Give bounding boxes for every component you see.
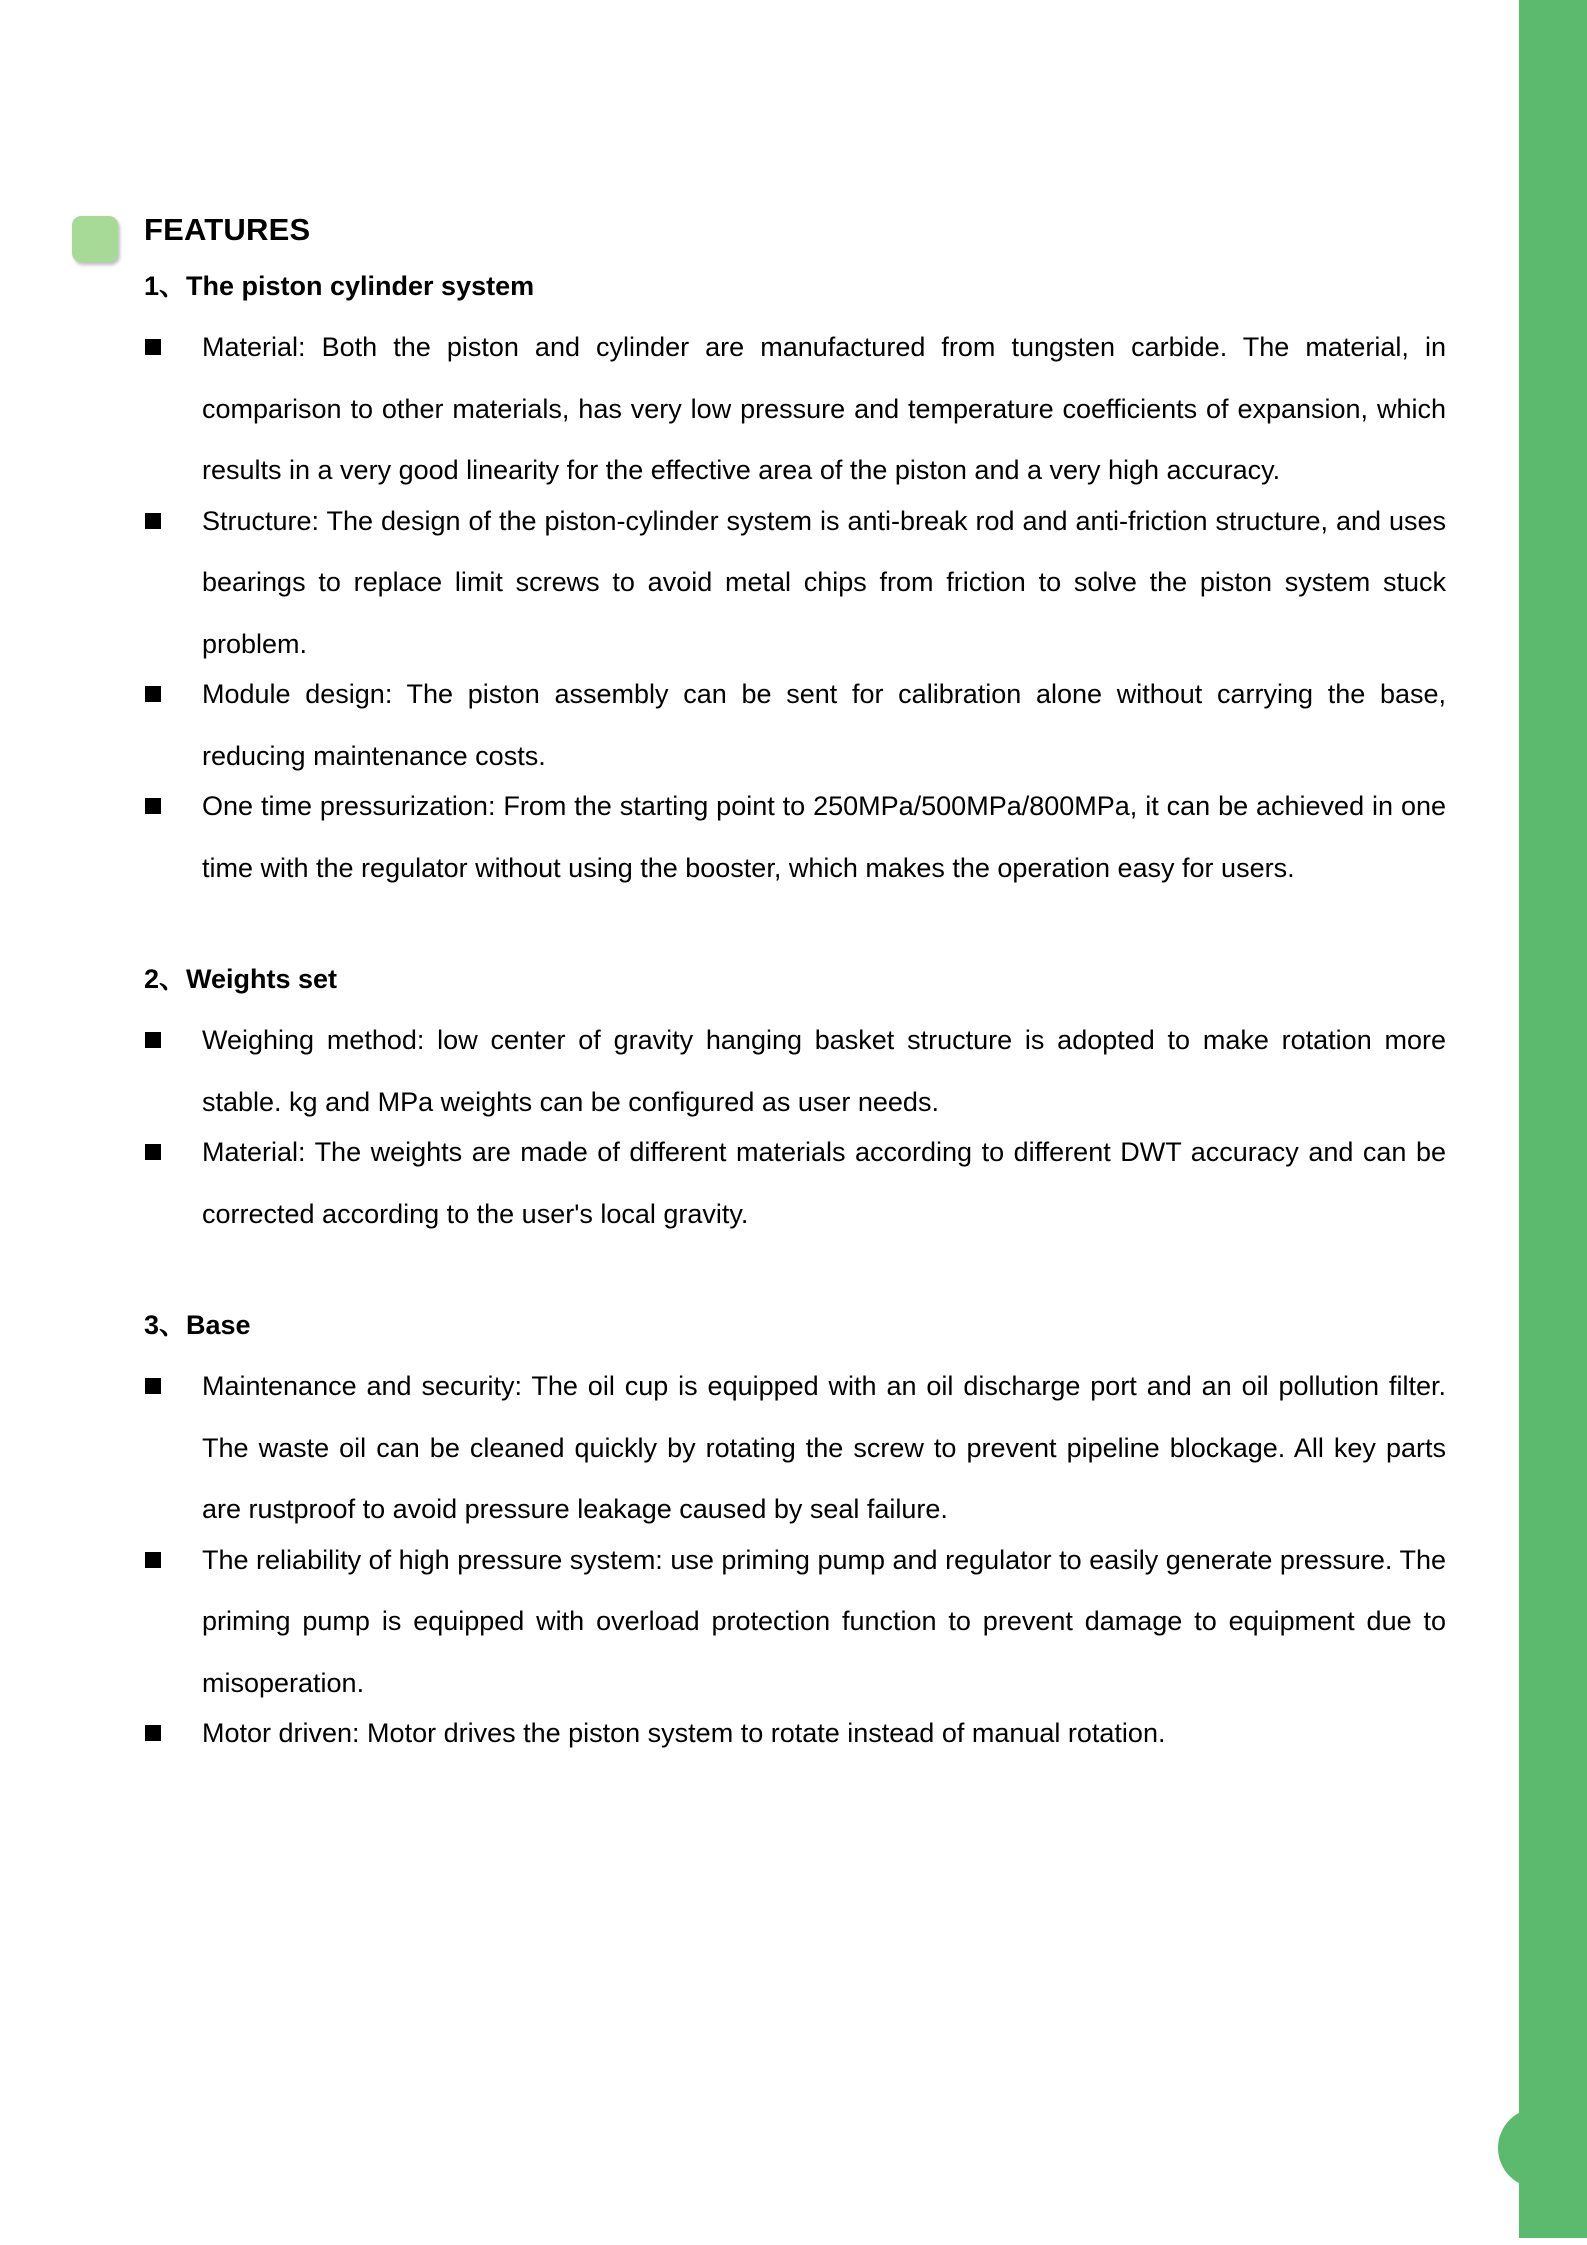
list-item [144,1122,1446,1245]
section-base [144,1305,1444,1765]
item-text: Material: The weights are made of different materials according to different DWT accuracy and can be corrected according to the user's local gravity. [202,1137,1446,1229]
features-heading: FEATURES [144,212,311,247]
list-item [144,776,1446,899]
square-bullet-icon [145,513,161,529]
item-text: The reliability of high pressure system: use priming pump and regulator to easily generate pressure. The priming pump is equipped with overload protection function to prevent damage to equipment due to misoperation. [202,1544,1446,1698]
item-text: Maintenance and security: The oil cup is equipped with an oil discharge port and an oil pollution filter. The waste oil can be cleaned quickly by rotating the screw to prevent pipeline blockage. All key parts are rustproof to avoid pressure leakage caused by seal failure. [202,1371,1446,1524]
item-text: Motor driven: Motor drives the piston system to rotate instead of manual rotation. [202,1718,1166,1748]
side-accent-bar [1519,0,1587,2245]
item-text: Structure: The design of the piston-cylinder system is anti-break rod and anti-friction structure, and uses bearings to replace limit screws to avoid metal chips from friction to solve the piston system stuck problem. [202,505,1446,659]
square-bullet-icon [145,339,161,355]
item-text: Weighing method: low center of gravity hanging basket structure is adopted to make rotation more stable. kg and MPa weights can be configured as user needs. [202,1025,1446,1117]
section-weights-set [144,959,1444,1245]
feature-list [144,317,1444,899]
list-item [144,664,1446,787]
list-item [144,317,1446,502]
square-bullet-icon [145,1552,161,1568]
list-item [144,1530,1446,1715]
square-bullet-icon [145,1032,161,1048]
square-bullet-icon [145,1378,161,1394]
list-item [144,491,1446,676]
square-bullet-icon [145,1144,161,1160]
feature-list [144,1010,1444,1245]
side-accent-tab [1498,2108,1578,2188]
section-title: 1、The piston cylinder system [144,271,535,301]
features-marker-icon [72,216,118,262]
section-piston-cylinder [144,266,1444,899]
item-text: One time pressurization: From the starting point to 250MPa/500MPa/800MPa, it can be achieved in one time with the regulator without using the booster, which makes the operation easy for users. [202,791,1446,883]
item-text: Module design: The piston assembly can be sent for calibration alone without carrying the base, reducing maintenance costs. [202,679,1446,771]
feature-list [144,1356,1444,1765]
list-item [144,1703,1446,1765]
item-text: Material: Both the piston and cylinder are manufactured from tungsten carbide. The material, in comparison to other materials, has very low pressure and temperature coefficients of expansion, which results in a very good linearity for the effective area of the piston and a very high accuracy. [202,332,1446,485]
footer-strip [1519,2238,1587,2245]
square-bullet-icon [145,1725,161,1741]
list-item [144,1356,1446,1541]
square-bullet-icon [145,798,161,814]
square-bullet-icon [145,686,161,702]
section-title: 2、Weights set [144,964,338,994]
features-content [144,208,1444,1825]
list-item [144,1010,1446,1133]
section-title: 3、Base [144,1310,251,1340]
